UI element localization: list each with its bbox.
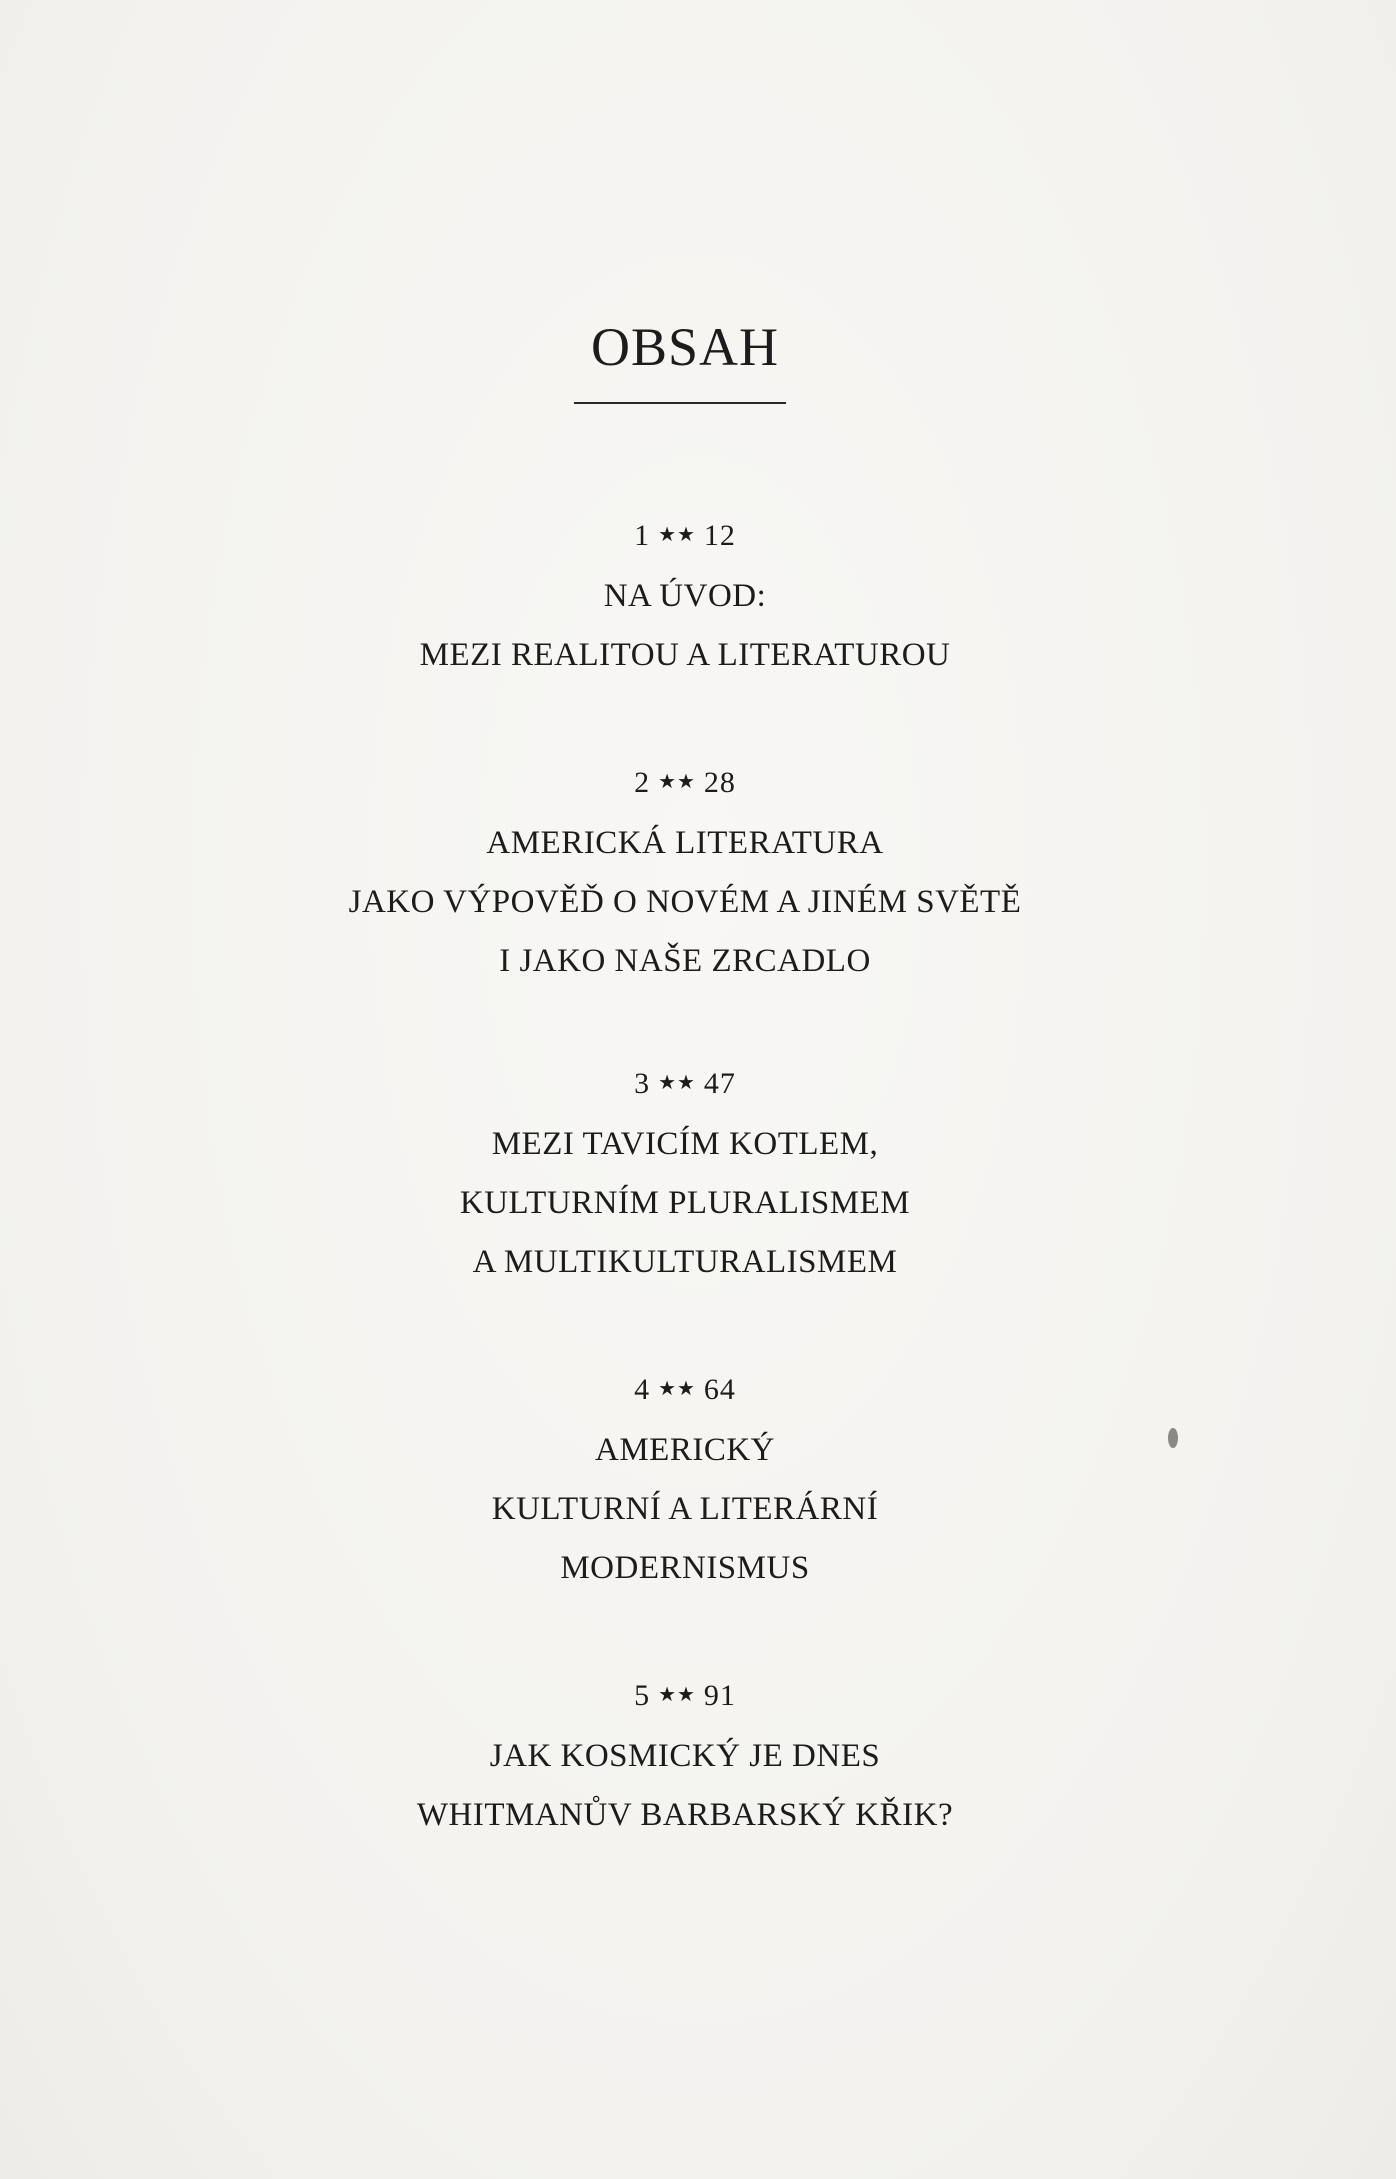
entry-title-line: MEZI REALITOU A LITERATUROU <box>419 637 951 673</box>
entry-number <box>0 515 1370 556</box>
entry-number <box>0 1675 1370 1716</box>
toc-entry-4 <box>0 1369 1370 1598</box>
page-number: 47 <box>703 1067 736 1100</box>
toc-entry-3 <box>0 1063 1370 1292</box>
entry-title-line: I JAKO NAŠE ZRCADLO <box>499 943 871 979</box>
chapter-number: 1 <box>634 519 651 552</box>
page-number: 91 <box>703 1679 736 1712</box>
star-separator-icon: ★★ <box>658 771 696 793</box>
title-underline <box>574 402 786 404</box>
chapter-number: 3 <box>634 1067 651 1100</box>
page-title: OBSAH <box>590 317 780 377</box>
toc-entry-2 <box>0 762 1370 991</box>
entry-title-line: KULTURNÍM PLURALISMEM <box>459 1185 911 1221</box>
entry-title-line: AMERICKÁ LITERATURA <box>486 825 884 861</box>
entry-title-line: JAKO VÝPOVĚĎ O NOVÉM A JINÉM SVĚTĚ <box>348 884 1022 920</box>
entry-number <box>0 1063 1370 1104</box>
entry-number <box>0 1369 1370 1410</box>
page-number: 12 <box>703 519 736 552</box>
page-number: 64 <box>703 1373 736 1406</box>
entry-title-line: JAK KOSMICKÝ JE DNES <box>489 1738 881 1774</box>
star-separator-icon: ★★ <box>658 524 696 546</box>
entry-title-line: KULTURNÍ A LITERÁRNÍ <box>491 1491 879 1527</box>
chapter-number: 5 <box>634 1679 651 1712</box>
paper-speck <box>1168 1428 1178 1448</box>
entry-title-line: WHITMANŮV BARBARSKÝ KŘIK? <box>416 1797 954 1833</box>
chapter-number: 4 <box>634 1373 651 1406</box>
entry-number <box>0 762 1370 803</box>
entry-title-line: NA ÚVOD: <box>603 578 767 614</box>
page-number: 28 <box>703 766 736 799</box>
entry-title-line: MEZI TAVICÍM KOTLEM, <box>491 1126 879 1162</box>
entry-title-line: MODERNISMUS <box>560 1550 810 1586</box>
star-separator-icon: ★★ <box>658 1378 696 1400</box>
chapter-number: 2 <box>634 766 651 799</box>
star-separator-icon: ★★ <box>658 1072 696 1094</box>
entry-title-line: A MULTIKULTURALISMEM <box>472 1244 898 1280</box>
toc-entry-1 <box>0 515 1370 685</box>
toc-entry-5 <box>0 1675 1370 1845</box>
entry-title-line: AMERICKÝ <box>594 1432 775 1468</box>
star-separator-icon: ★★ <box>658 1684 696 1706</box>
